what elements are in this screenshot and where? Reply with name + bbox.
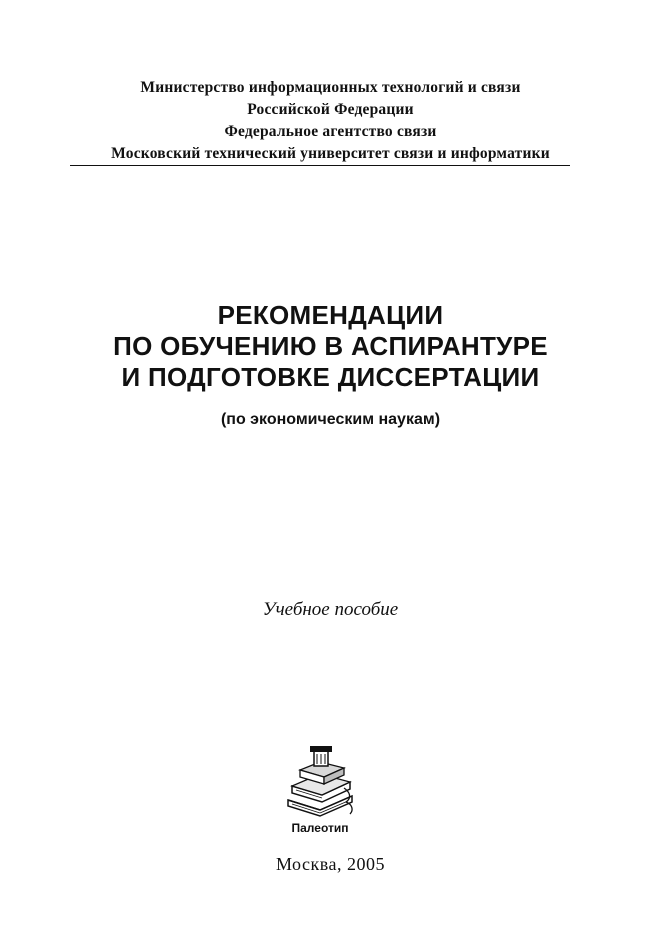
title-line-2: ПО ОБУЧЕНИЮ В АСПИРАНТУРЕ (113, 331, 548, 361)
institution-header (0, 77, 661, 165)
header-divider (70, 165, 570, 166)
publisher-logo (280, 744, 360, 834)
book-subtitle: (по экономическим наукам) (220, 411, 441, 428)
document-type: Учебное пособие (262, 599, 399, 620)
title-line-1: РЕКОМЕНДАЦИИ (217, 300, 444, 330)
title-line-3: И ПОДГОТОВКЕ ДИССЕРТАЦИИ (121, 362, 540, 392)
header-line-university: Московский технический университет связи и информатики (111, 145, 550, 162)
book-title (0, 300, 661, 393)
publisher-name: Палеотип (291, 821, 349, 835)
city-year: Москва, 2005 (276, 854, 385, 874)
books-stack-logo-icon (280, 744, 360, 820)
header-line-ministry: Министерство информационных технологий и связи (140, 79, 521, 96)
header-line-agency: Федеральное агентство связи (224, 123, 437, 140)
header-line-federation: Российской Федерации (247, 101, 414, 118)
